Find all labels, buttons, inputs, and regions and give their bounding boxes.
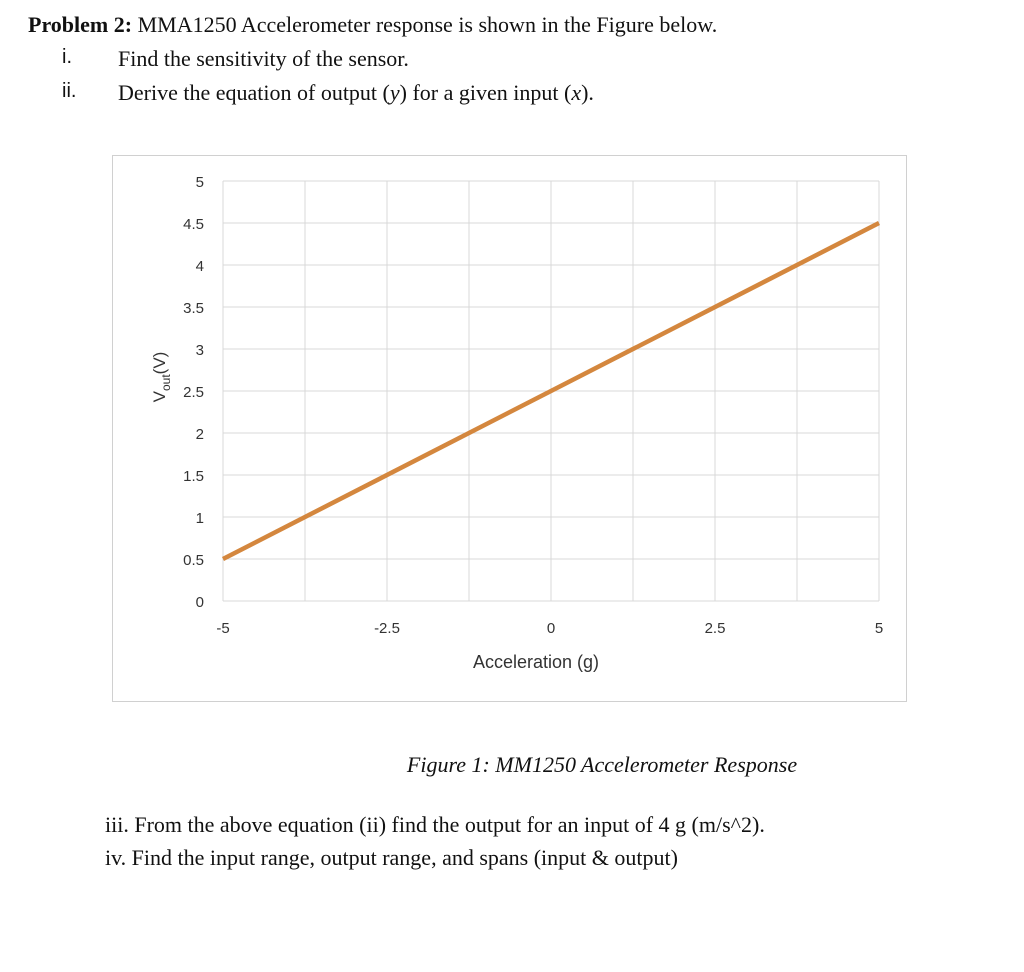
- problem-heading: [28, 12, 717, 38]
- y-tick-label: 3: [195, 342, 204, 359]
- accelerometer-chart: [112, 155, 907, 702]
- y-tick-label: 5: [195, 174, 204, 191]
- y-tick-label: 1: [195, 510, 204, 527]
- y-tick-label: 3.5: [183, 300, 204, 317]
- question-iv: iv. Find the input range, output range, and spans (input & output): [105, 845, 678, 870]
- chart-svg: [113, 156, 908, 703]
- y-label-unit: (V): [150, 351, 169, 375]
- y-tick-label: 4.5: [183, 216, 204, 233]
- y-tick-label: 0: [195, 594, 204, 611]
- y-tick-label: 0.5: [183, 552, 204, 569]
- sub-question-number: ii.: [62, 80, 77, 102]
- figure-caption: Figure 1: MM1250 Accelerometer Response: [406, 752, 798, 777]
- sub-question-text: Derive the equation of output (y) for a given input (x).: [118, 80, 594, 105]
- y-tick-label: 2.5: [183, 384, 204, 401]
- y-tick-label: 4: [195, 258, 204, 275]
- x-tick-label: 2.5: [704, 620, 726, 637]
- y-tick-label: 1.5: [183, 468, 204, 485]
- y-tick-labels: [183, 174, 204, 611]
- x-tick-label: 5: [874, 620, 884, 637]
- sub-question-text: Find the sensitivity of the sensor.: [118, 46, 409, 71]
- y-label-subscript: out: [159, 374, 173, 392]
- problem-statement: MMA1250 Accelerometer response is shown in the Figure below.: [137, 12, 718, 37]
- question-iii: iii. From the above equation (ii) find the output for an input of 4 g (m/s^2).: [105, 812, 765, 837]
- x-axis-label: Acceleration (g): [472, 652, 600, 672]
- x-tick-label: -2.5: [374, 620, 400, 637]
- x-tick-label: -5: [216, 620, 230, 637]
- y-axis-label: [150, 352, 173, 403]
- sub-question-number: i.: [62, 46, 72, 68]
- x-tick-label: 0: [546, 620, 556, 637]
- x-tick-labels: [216, 620, 883, 637]
- problem-label: Problem 2:: [28, 12, 133, 37]
- y-tick-label: 2: [195, 426, 204, 443]
- y-label-main: V: [150, 391, 169, 403]
